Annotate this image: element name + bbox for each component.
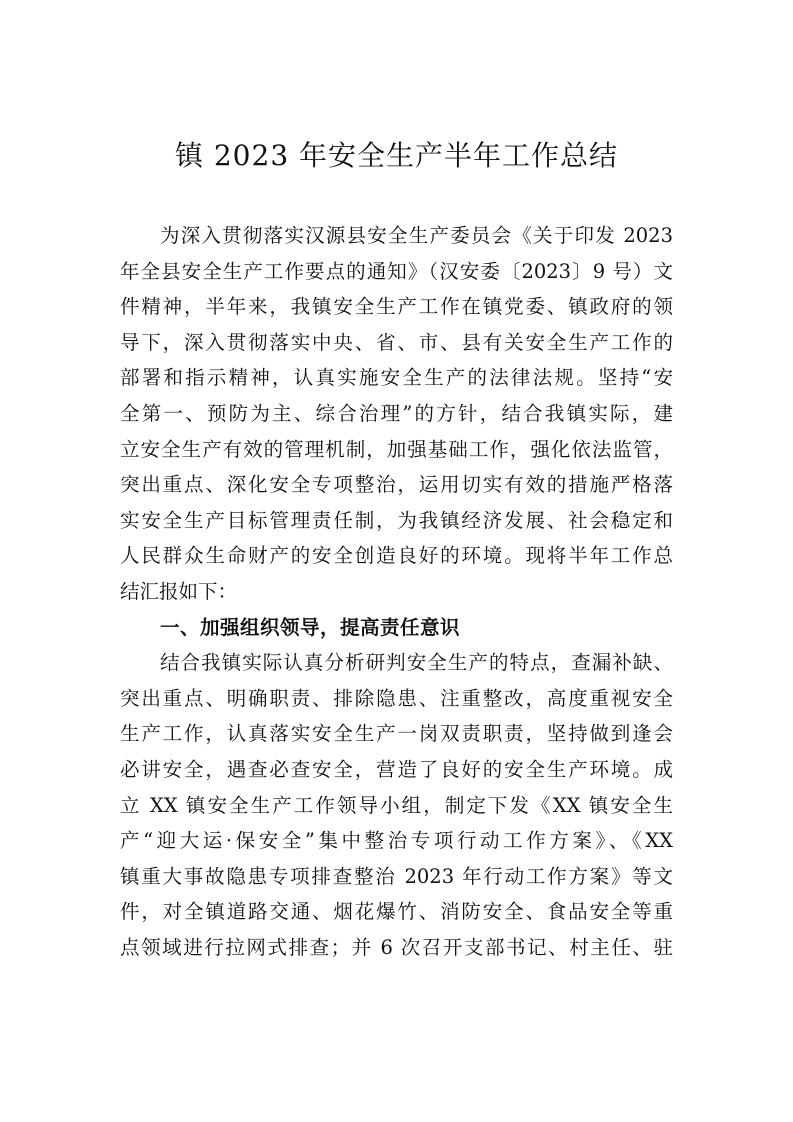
paragraph-line: 镇重大事故隐患专项排查整治 2023 年行动工作方案》等文 <box>120 864 673 888</box>
paragraph-line: 必讲安全，遇查必查安全，营造了良好的安全生产环境。成 <box>120 757 673 781</box>
paragraph-line: 结汇报如下： <box>120 579 238 603</box>
paragraph-line: 人民群众生命财产的安全创造良好的环境。现将半年工作总 <box>120 544 673 568</box>
paragraph-line: 点领域进行拉网式排查；并 6 次召开支部书记、村主任、驻 <box>120 935 673 959</box>
paragraph-line: 年全县安全生产工作要点的通知》（汉安委〔2023〕9 号）文 <box>120 259 673 283</box>
paragraph-line: 立安全生产有效的管理机制，加强基础工作，强化依法监管， <box>120 437 673 461</box>
paragraph-line: 结合我镇实际认真分析研判安全生产的特点，查漏补缺、 <box>160 651 673 675</box>
paragraph-line: 件，对全镇道路交通、烟花爆竹、消防安全、食品安全等重 <box>120 900 673 924</box>
paragraph-line: 导下，深入贯彻落实中央、省、市、县有关安全生产工作的 <box>120 330 673 354</box>
paragraph-line: 为深入贯彻落实汉源县安全生产委员会《关于印发 2023 <box>160 224 673 247</box>
paragraph-line: 部署和指示精神，认真实施安全生产的法律法规。坚持“安 <box>120 366 673 390</box>
paragraph-line: 突出重点、深化安全专项整治，运用切实有效的措施严格落 <box>120 473 673 497</box>
paragraph-line: 立 XX 镇安全生产工作领导小组，制定下发《XX 镇安全生 <box>120 793 673 817</box>
paragraph-line: 生产工作，认真落实安全生产一岗双责职责，坚持做到逢会 <box>120 722 673 746</box>
paragraph-line: 产“迎大运·保安全”集中整治专项行动工作方案》、《XX <box>120 829 673 853</box>
document-title: 镇 2023 年安全生产半年工作总结 <box>174 139 619 172</box>
document-body <box>120 218 673 965</box>
paragraph-line: 突出重点、明确职责、排除隐患、注重整改，高度重视安全 <box>120 686 673 710</box>
paragraph-line: 件精神，半年来，我镇安全生产工作在镇党委、镇政府的领 <box>120 295 673 319</box>
paragraph-line: 全第一、预防为主、综合治理”的方针，结合我镇实际，建 <box>120 401 673 425</box>
section-heading: 一、加强组织领导，提高责任意识 <box>160 615 461 639</box>
paragraph-line: 实安全生产目标管理责任制，为我镇经济发展、社会稳定和 <box>120 508 673 532</box>
